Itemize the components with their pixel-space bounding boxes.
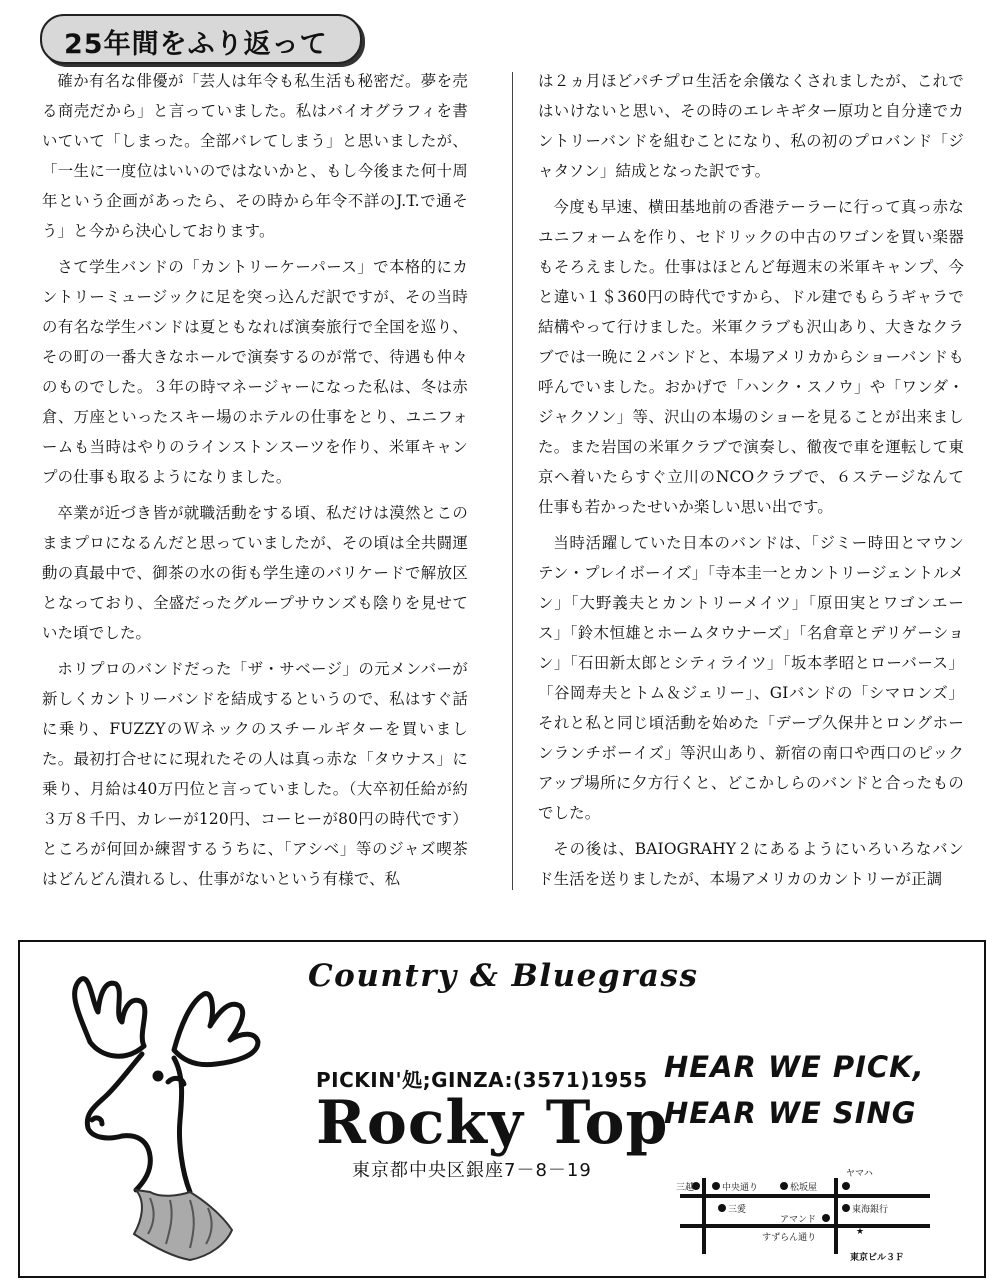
paragraph: は２ヵ月ほどパチプロ生活を余儀なくされましたが、これではいけないと思い、その時のエレキギター原功と自分達でカントリーバンドを組むことになり、私の初のプロバンド「ジャタソン」結成となった訳です。: [538, 72, 964, 180]
paragraph: 卒業が近づき皆が就職活動をする頃、私だけは漠然とこのままプロになるんだと思っていましたが、その頃は全共闘運動の真最中で、御茶の水の街も学生達のバリケードで解放区となっており、全盛だったグループサウンズも陰りを見せていた頃でした。: [42, 504, 468, 642]
map-label-matsuzakaya: 松坂屋: [790, 1183, 818, 1193]
ad-store-name: Rocky Top: [316, 1088, 669, 1158]
article-title: 25年間をふり返って: [64, 29, 328, 60]
landmark-tokai-bank-dot: [842, 1204, 850, 1212]
paragraph: 当時活躍していた日本のバンドは、「ジミー時田とマウンテン・プレイボーイズ」「寺本圭一とカントリージェントルメン」「大野義夫とカントリーメイツ」「原田実とワゴンエース」「鈴木恒雄とホームタウナーズ」「名倉章とデリゲーション」「石田新太郎とシティライツ」「坂本孝昭とローバース」「谷岡寿夫とトム＆ジェリー」、GIバンドの「シマロンズ」それと私と同じ頃活動を始めた「デープ久保井とロングホーンランチボーイズ」等沢山あり、新宿の南口や西口のピックアップ場所に夕方行くと、どこかしらのバンドと合ったものでした。: [538, 534, 964, 822]
store-location-map: [650, 1168, 970, 1272]
map-label-sanai: 三愛: [728, 1205, 747, 1215]
article-column-right: [538, 66, 964, 900]
map-label-yamaha: ヤマハ: [846, 1169, 873, 1179]
landmark-sanai-dot: [718, 1204, 726, 1212]
map-label-suzuran-dori: すずらん通り: [762, 1233, 817, 1243]
landmark-yamaha-dot: [842, 1182, 850, 1190]
paragraph: 確か有名な俳優が「芸人は年令も私生活も秘密だ。夢を売る商売だから」と言っていました。私はバイオグラフィを書いていて「しまった。全部バレてしまう」と思いましたが、「一生に一度位はいいのではないかと、もし今後また何十周年という企画があったら、その時から年令不詳のJ.T.で通そう」と今から決心しております。: [42, 72, 468, 240]
ad-slogan-line-2: HEAR WE SING: [664, 1096, 917, 1130]
map-label-chuo-dori: 中央通り: [722, 1183, 759, 1193]
landmark-matsuzakaya-dot: [780, 1182, 788, 1190]
paragraph: さて学生バンドの「カントリーケーパース」で本格的にカントリーミュージックに足を突っ込んだ訳ですが、その当時の有名な学生バンドは夏ともなれば演奏旅行で全国を巡り、その町の一番大きなホールで演奏するのが常で、待遇も仲々のものでした。３年の時マネージャーになった私は、冬は赤倉、万座といったスキー場のホテルの仕事をとり、ユニフォームも当時はやりのラインストンスーツを作り、米軍キャンプの仕事も取るようになりました。: [42, 258, 468, 486]
moose-logo-icon: [50, 972, 280, 1264]
article-title-banner: [40, 14, 362, 64]
map-label-mitsukoshi: 三越: [676, 1183, 695, 1193]
ad-address: 東京都中央区銀座7－8－19: [352, 1160, 592, 1181]
rocky-top-advertisement: [18, 940, 986, 1278]
ad-slogan-line-1: HEAR WE PICK,: [664, 1050, 925, 1084]
map-label-building: 東京ビル３Ｆ: [850, 1253, 905, 1263]
paragraph: ホリプロのバンドだった「ザ・サベージ」の元メンバーが新しくカントリーバンドを結成するというので、私はすぐ話に乗り、FUZZYのＷネックのスチールギターを買いました。最初打合せにに現れたその人は真っ赤な「タウナス」に乗り、月給は40万円位と言っていました。（大卒初任給が約３万８千円、カレーが120円、コーヒーが80円の時代です）ところが何回か練習するうちに、「アシベ」等のジャズ喫茶はどんどん潰れるし、仕事がないという有様で、私: [42, 660, 468, 888]
article-column-left: [42, 66, 468, 900]
store-location-star-icon: ★: [856, 1227, 865, 1237]
map-label-tokai-bank: 東海銀行: [852, 1205, 889, 1215]
landmark-almond-dot: [822, 1214, 830, 1222]
map-label-almond: アマンド: [780, 1215, 817, 1225]
ad-headline: Country & Bluegrass: [308, 958, 699, 994]
column-divider: [512, 72, 513, 890]
paragraph: その後は、BAIOGRAHY２にあるようにいろいろなバンド生活を送りましたが、本場アメリカのカントリーが正調: [538, 840, 964, 888]
landmark-chuo-dori-dot: [712, 1182, 720, 1190]
paragraph: 今度も早速、横田基地前の香港テーラーに行って真っ赤なユニフォームを作り、セドリックの中古のワゴンを買い楽器もそろえました。仕事はほとんど毎週末の米軍キャンプ、今と違い１＄360円の時代ですから、ドル建でもらうギャラで結構やって行けました。米軍クラブも沢山あり、大きなクラブでは一晩に２バンドと、本場アメリカからショーバンドも呼んでいました。おかげで「ハンク・スノウ」や「ワンダ・ジャクソン」等、沢山の本場のショーを見ることが出来ました。また岩国の米軍クラブで演奏し、徹夜で車を運転して東京へ着いたらすぐ立川のNCOクラブで、６ステージなんて仕事も若かったせいか楽しい思い出です。: [538, 198, 964, 516]
ad-contact-phone: PICKIN'処;GINZA:(3571)1955: [316, 1068, 648, 1092]
